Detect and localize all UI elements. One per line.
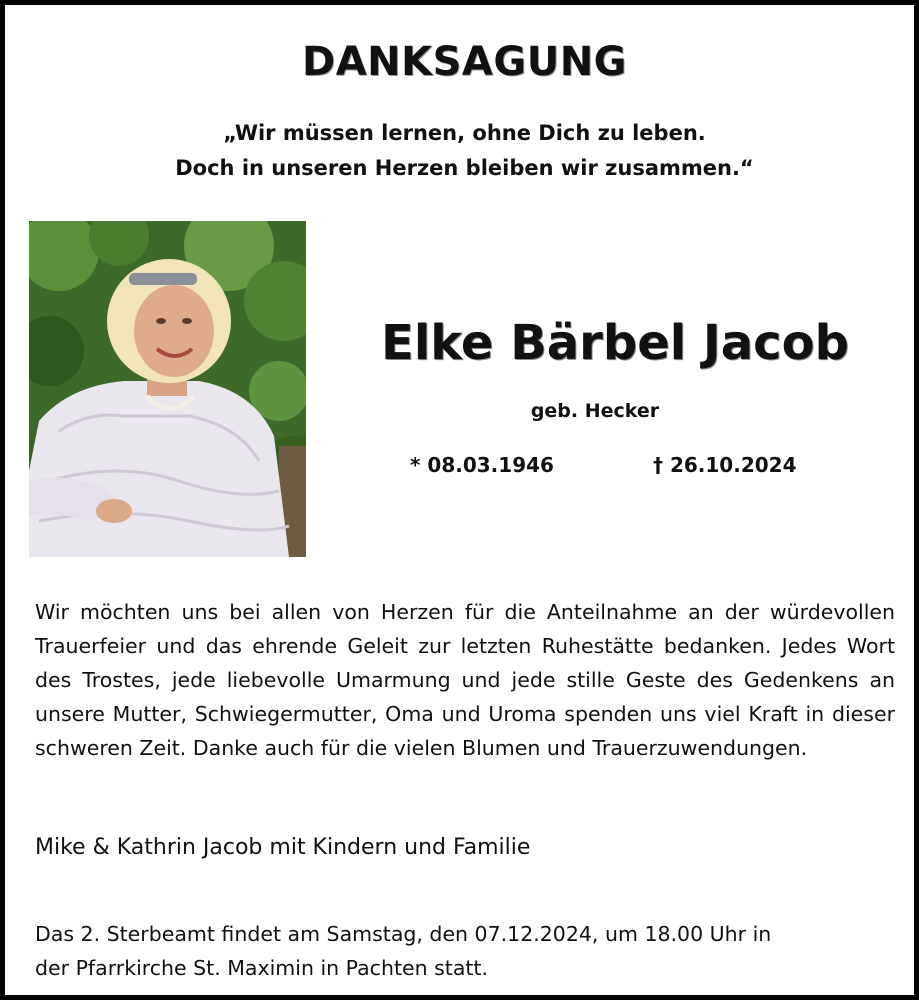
mass-notice [35,917,895,985]
mass-notice-line-1: Das 2. Sterbeamt findet am Samstag, den 07.12.2024, um 18.00 Uhr in [35,922,772,946]
deceased-name: Elke Bärbel Jacob [381,315,849,371]
maiden-name: geb. Hecker [530,400,660,422]
thanks-message: Wir möchten uns bei allen von Herzen für die Anteilnahme an der würdevollen Trauerfeier und das ehrende Geleit zur letzten Ruhestätte bedanken. Jedes Wort des Trostes, jede liebevolle Umarmung und jede stille Geste des Gedenkens an unsere Mutter, Schwiegermutter, Oma und Uroma spenden uns viel Kraft in dieser schweren Zeit. Danke auch für die vielen Blumen und Trauerzuwendungen. [35,600,895,760]
page-title: DANKSAGUNG [301,39,628,85]
family-signature: Mike & Kathrin Jacob mit Kindern und Familie [35,835,531,860]
quote-line-2: Doch in unseren Herzen bleiben wir zusammen.“ [175,156,754,180]
mass-notice-line-2: der Pfarrkirche St. Maximin in Pachten statt. [35,956,488,980]
birth-date: * 08.03.1946 [410,453,554,477]
death-date: † 26.10.2024 [653,453,797,477]
portrait-photo [29,221,306,557]
quote-line-1: „Wir müssen lernen, ohne Dich zu leben. [223,121,706,145]
